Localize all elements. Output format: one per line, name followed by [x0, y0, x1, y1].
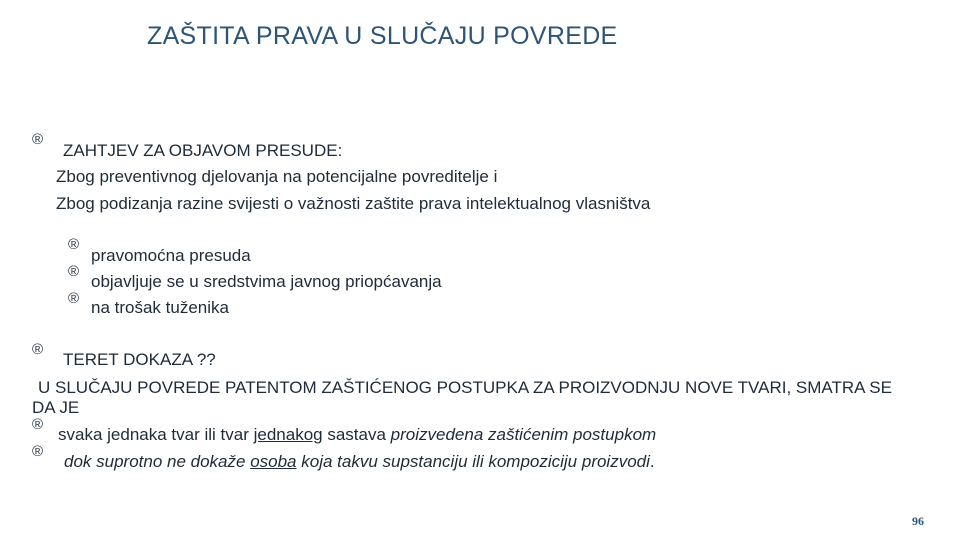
item-text: koja takvu supstanciju ili kompoziciju proizvodi [296, 452, 650, 471]
item-text: sastava [322, 425, 391, 444]
item-line [64, 452, 655, 472]
sub-item: pravomoćna presuda [91, 246, 251, 265]
bullet-icon: ® [68, 263, 80, 280]
item-text: svaka jednaka tvar ili tvar [58, 425, 254, 444]
bullet-icon: ® [32, 341, 44, 358]
page-number: 96 [912, 514, 924, 528]
bullet-icon: ® [68, 236, 80, 253]
bullet-icon: ® [32, 131, 44, 148]
slide-title: ZAŠTITA PRAVA U SLUČAJU POVREDE [147, 22, 618, 50]
bullet-icon: ® [32, 416, 44, 433]
section-heading-teret-dokaza: TERET DOKAZA ?? [63, 350, 216, 369]
sub-item: objavljuje se u sredstvima javnog priopćavanja [91, 272, 442, 291]
body-line: Zbog podizanja razine svijesti o važnosti zaštite prava intelektualnog vlasništva [56, 194, 651, 213]
item-line [58, 425, 656, 445]
item-text: . [649, 452, 655, 471]
bullet-icon: ® [68, 290, 80, 307]
section-heading-objava: ZAHTJEV ZA OBJAVOM PRESUDE: [63, 141, 343, 160]
italic-text: proizvedena zaštićenim postupkom [390, 425, 657, 444]
bullet-icon: ® [32, 443, 44, 460]
item-text: dok suprotno ne dokaže [64, 452, 251, 471]
underlined-word: osoba [250, 452, 297, 471]
underlined-word: jednakog [253, 425, 323, 444]
intro-line: U SLUČAJU POVREDE PATENTOM ZAŠTIĆENOG POSTUPKA ZA PROIZVODNJU NOVE TVARI, SMATRA SE [38, 378, 892, 397]
intro-line: DA JE [32, 398, 80, 417]
body-line: Zbog preventivnog djelovanja na potencijalne povreditelje i [56, 167, 498, 186]
sub-item: na trošak tuženika [91, 298, 229, 317]
